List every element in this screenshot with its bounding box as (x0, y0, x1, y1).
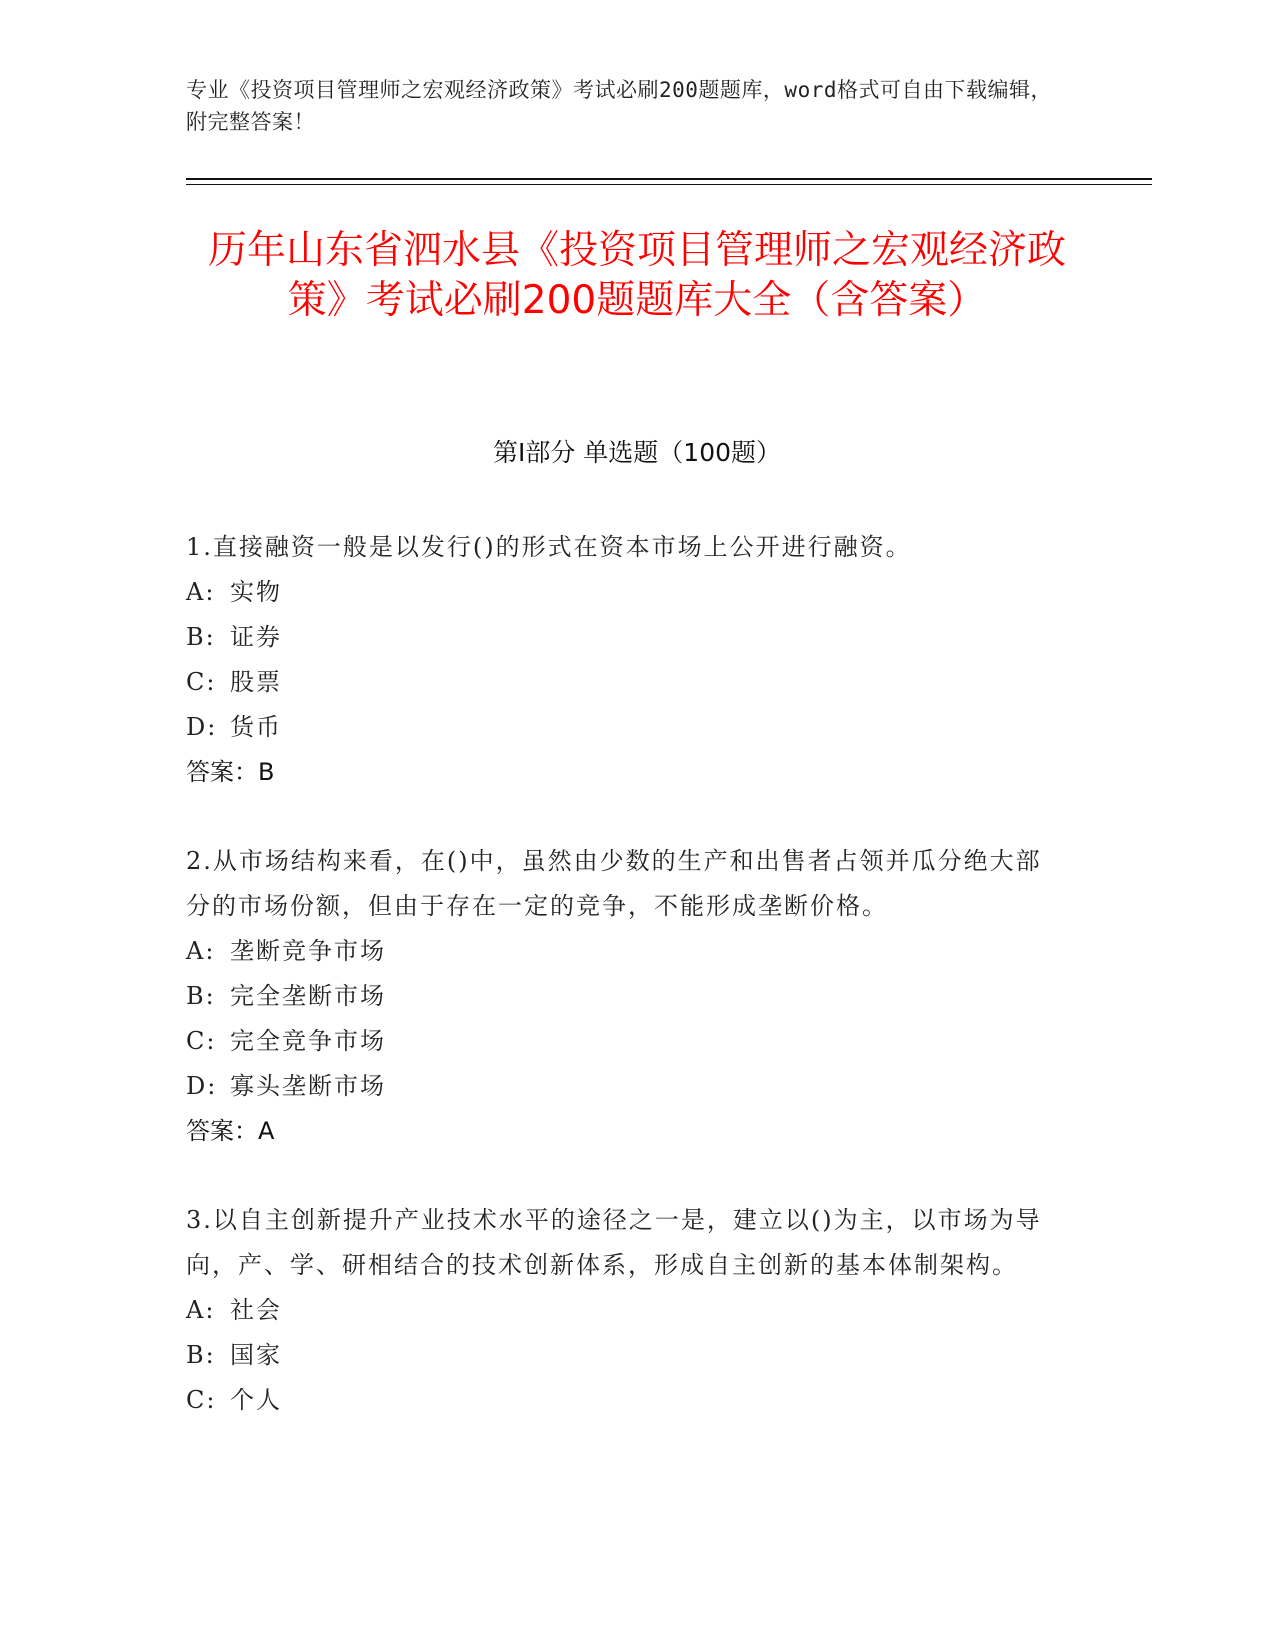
option-d (186, 705, 1066, 750)
option-key: C: (186, 1386, 217, 1414)
header-note: 专业《投资项目管理师之宏观经济政策》考试必刷200题题库，word格式可自由下载编辑，附完整答案！ (186, 78, 1052, 134)
option-c (186, 660, 1066, 705)
document-title: 历年山东省泗水县《投资项目管理师之宏观经济政策》考试必刷200题题库大全（含答案） (207, 228, 1066, 323)
header-rule-thin (186, 184, 1152, 185)
option-text: 垄断竞争市场 (230, 937, 386, 965)
option-text: 国家 (230, 1341, 282, 1369)
option-c (186, 1378, 1066, 1423)
option-key: B: (186, 1341, 216, 1369)
question-stem: 2.从市场结构来看，在()中，虽然由少数的生产和出售者占领并瓜分绝大部分的市场份额，但由于存在一定的竞争，不能形成垄断价格。 (186, 847, 1042, 920)
question-list (186, 525, 1066, 1467)
option-d (186, 1064, 1066, 1109)
option-c (186, 1019, 1066, 1064)
question-stem: 3.以自主创新提升产业技术水平的途径之一是，建立以()为主，以市场为导向，产、学、研相结合的技术创新体系，形成自主创新的基本体制架构。 (186, 1206, 1042, 1279)
option-text: 完全垄断市场 (230, 982, 386, 1010)
answer-line: 答案：B (186, 758, 275, 786)
option-key: A: (186, 1296, 216, 1324)
option-key: C: (186, 1027, 217, 1055)
option-key: A: (186, 578, 216, 606)
option-b (186, 1333, 1066, 1378)
option-key: B: (186, 623, 216, 651)
option-key: C: (186, 668, 217, 696)
option-text: 个人 (230, 1386, 282, 1414)
answer-line: 答案：A (186, 1117, 275, 1145)
option-key: B: (186, 982, 216, 1010)
question-1 (186, 525, 1066, 795)
option-text: 社会 (230, 1296, 282, 1324)
option-a (186, 570, 1066, 615)
option-key: D: (186, 1072, 218, 1100)
option-text: 货币 (230, 713, 282, 741)
section-title: 第I部分 单选题（100题） (492, 438, 782, 467)
option-key: A: (186, 937, 216, 965)
question-2 (186, 839, 1066, 1154)
option-text: 实物 (230, 578, 282, 606)
option-text: 完全竞争市场 (230, 1027, 386, 1055)
question-stem: 1.直接融资一般是以发行()的形式在资本市场上公开进行融资。 (186, 533, 912, 561)
option-a (186, 1288, 1066, 1333)
option-text: 寡头垄断市场 (230, 1072, 386, 1100)
option-a (186, 929, 1066, 974)
option-text: 证券 (230, 623, 282, 651)
question-3 (186, 1198, 1066, 1423)
option-b (186, 615, 1066, 660)
option-b (186, 974, 1066, 1019)
option-text: 股票 (230, 668, 282, 696)
option-key: D: (186, 713, 218, 741)
header-rule-thick (186, 178, 1152, 180)
